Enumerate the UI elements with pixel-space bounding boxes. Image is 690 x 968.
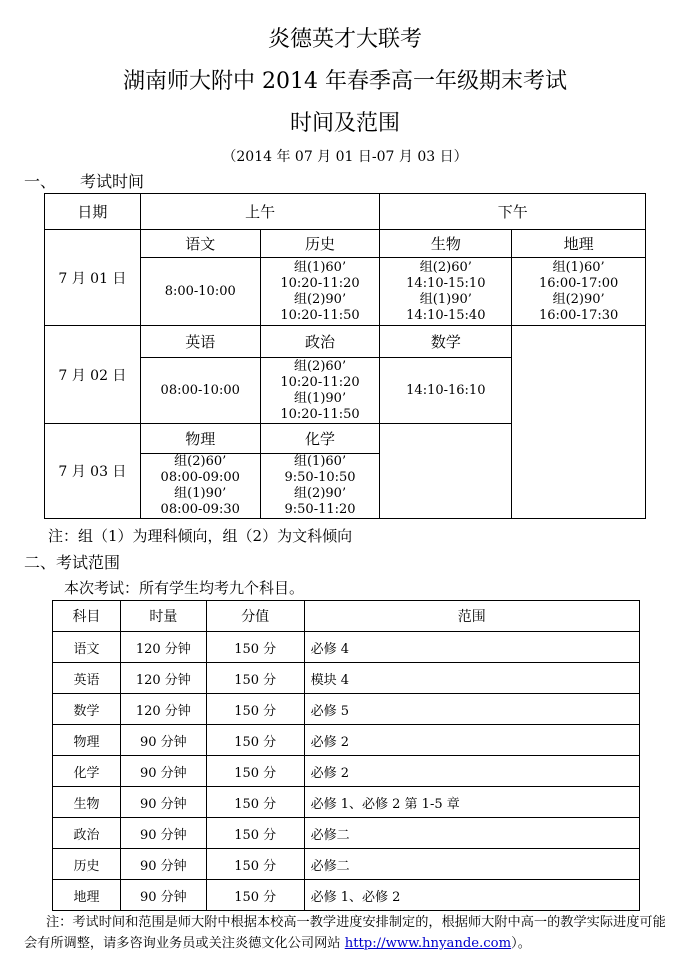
subject-name: 地理 <box>512 230 646 258</box>
table-row <box>53 787 640 818</box>
slot-time: 14:10-15:40 <box>406 307 486 323</box>
section-number: 一、 <box>24 172 57 191</box>
scope-range: 模块 4 <box>304 663 639 694</box>
slot-group: 组(2)60’ <box>293 358 347 374</box>
scope-duration: 90 分钟 <box>120 880 206 911</box>
scope-header-duration: 时量 <box>120 601 206 632</box>
scope-subject: 历史 <box>53 849 121 880</box>
scope-duration: 90 分钟 <box>120 849 206 880</box>
scope-range: 必修二 <box>304 818 639 849</box>
scope-score: 150 分 <box>206 756 304 787</box>
exam-slot <box>380 358 512 424</box>
scope-duration: 90 分钟 <box>120 787 206 818</box>
section-title: 考试时间 <box>80 172 145 191</box>
scope-score: 150 分 <box>206 880 304 911</box>
slot-time: 08:00-10:00 <box>160 382 240 398</box>
doc-subtitle: 时间及范围 <box>289 111 400 136</box>
slot-time: 10:20-11:50 <box>280 406 360 422</box>
scope-range: 必修 4 <box>304 632 639 663</box>
footer-note <box>24 912 670 954</box>
slot-time: 10:20-11:20 <box>280 275 360 291</box>
scope-duration: 120 分钟 <box>120 663 206 694</box>
slot-group: 组(2)90’ <box>552 291 605 307</box>
scope-range: 必修二 <box>304 849 639 880</box>
slot-time: 16:00-17:30 <box>538 307 619 323</box>
group-note: 注：组（1）为理科倾向，组（2）为文科倾向 <box>48 527 353 545</box>
scope-duration: 90 分钟 <box>120 818 206 849</box>
exam-slot <box>140 258 260 326</box>
subject-name: 语文 <box>140 230 260 258</box>
slot-group: 组(1)90’ <box>293 390 347 406</box>
scope-range: 必修 5 <box>304 694 639 725</box>
scope-duration: 120 分钟 <box>120 632 206 663</box>
slot-time: 8:00-10:00 <box>164 283 236 299</box>
scope-subject: 物理 <box>53 725 121 756</box>
scope-subject: 英语 <box>53 663 121 694</box>
exam-slot <box>512 258 646 326</box>
footer-text: 注：考试时间和范围是师大附中根据本校高一教学进度安排制定的，根据师大附中高一的教学实际进度可能会有所调整，请多咨询业务员或关注炎德文化公司网站 <box>24 915 666 951</box>
scope-range: 必修 2 <box>304 756 639 787</box>
scope-header-score: 分值 <box>206 601 304 632</box>
exam-slot <box>260 358 380 424</box>
subject-name: 政治 <box>260 326 380 358</box>
slot-time: 14:10-16:10 <box>406 382 486 398</box>
slot-time: 9:50-11:20 <box>284 502 356 517</box>
schedule-header-date: 日期 <box>45 194 141 230</box>
table-row <box>53 756 640 787</box>
scope-subject: 化学 <box>53 756 121 787</box>
scope-range: 必修 2 <box>304 725 639 756</box>
schedule-header-morning: 上午 <box>140 194 380 230</box>
schedule-date: 7 月 03 日 <box>45 424 141 519</box>
empty-cell <box>380 424 512 519</box>
scope-score: 150 分 <box>206 787 304 818</box>
slot-group: 组(2)60’ <box>419 259 472 275</box>
schedule-date: 7 月 02 日 <box>45 326 141 424</box>
scope-duration: 90 分钟 <box>120 756 206 787</box>
exam-schedule-table <box>44 193 646 519</box>
schedule-date: 7 月 01 日 <box>45 230 141 326</box>
scope-range: 必修 1、必修 2 第 1-5 章 <box>304 787 639 818</box>
exam-slot <box>140 454 260 519</box>
scope-score: 150 分 <box>206 725 304 756</box>
table-row <box>53 880 640 911</box>
table-row <box>53 632 640 663</box>
scope-range: 必修 1、必修 2 <box>304 880 639 911</box>
scope-intro: 本次考试：所有学生均考九个科目。 <box>64 579 305 597</box>
exam-slot <box>380 258 512 326</box>
exam-slot <box>260 454 380 519</box>
footer-suffix: ）。 <box>511 936 531 951</box>
table-row <box>53 818 640 849</box>
scope-subject: 语文 <box>53 632 121 663</box>
exam-name-title: 湖南师大附中 2014 年春季高一年级期末考试 <box>123 69 567 94</box>
schedule-header-afternoon: 下午 <box>380 194 646 230</box>
slot-time: 16:00-17:00 <box>538 275 619 291</box>
slot-time: 10:20-11:20 <box>280 374 360 390</box>
subject-name: 数学 <box>380 326 512 358</box>
subject-name: 英语 <box>140 326 260 358</box>
slot-time: 08:00-09:00 <box>160 470 240 485</box>
exam-date-range: （2014 年 07 月 01 日-07 月 03 日） <box>222 149 468 165</box>
scope-duration: 90 分钟 <box>120 725 206 756</box>
slot-time: 08:00-09:30 <box>160 502 240 517</box>
scope-subject: 政治 <box>53 818 121 849</box>
slot-time: 9:50-10:50 <box>284 470 356 485</box>
slot-group: 组(1)90’ <box>174 486 227 501</box>
subject-name: 历史 <box>260 230 380 258</box>
scope-score: 150 分 <box>206 818 304 849</box>
exam-slot <box>140 358 260 424</box>
company-website-link[interactable]: http://www.hnyande.com <box>344 936 512 951</box>
scope-header-range: 范围 <box>304 601 639 632</box>
exam-slot <box>260 258 380 326</box>
scope-subject: 地理 <box>53 880 121 911</box>
scope-subject: 数学 <box>53 694 121 725</box>
exam-scope-table <box>52 600 640 911</box>
slot-time: 14:10-15:10 <box>406 275 486 291</box>
table-row <box>53 694 640 725</box>
section-heading-exam-time <box>24 172 144 192</box>
scope-score: 150 分 <box>206 663 304 694</box>
scope-subject: 生物 <box>53 787 121 818</box>
section-heading-exam-scope: 二、考试范围 <box>24 553 121 572</box>
scope-duration: 120 分钟 <box>120 694 206 725</box>
subject-name: 物理 <box>140 424 260 454</box>
exam-brand-title: 炎德英才大联考 <box>267 27 422 52</box>
slot-time: 10:20-11:50 <box>280 307 360 323</box>
slot-group: 组(2)90’ <box>293 486 347 501</box>
slot-group: 组(1)90’ <box>419 291 472 307</box>
empty-cell <box>512 326 646 519</box>
scope-score: 150 分 <box>206 632 304 663</box>
subject-name: 化学 <box>260 424 380 454</box>
scope-header-subject: 科目 <box>53 601 121 632</box>
table-row <box>53 663 640 694</box>
slot-group: 组(1)60’ <box>293 259 347 275</box>
scope-score: 150 分 <box>206 694 304 725</box>
slot-group: 组(1)60’ <box>552 259 605 275</box>
slot-group: 组(2)90’ <box>293 291 347 307</box>
slot-group: 组(2)60’ <box>174 454 227 469</box>
table-row <box>53 849 640 880</box>
slot-group: 组(1)60’ <box>293 454 347 469</box>
scope-score: 150 分 <box>206 849 304 880</box>
table-row <box>53 725 640 756</box>
subject-name: 生物 <box>380 230 512 258</box>
